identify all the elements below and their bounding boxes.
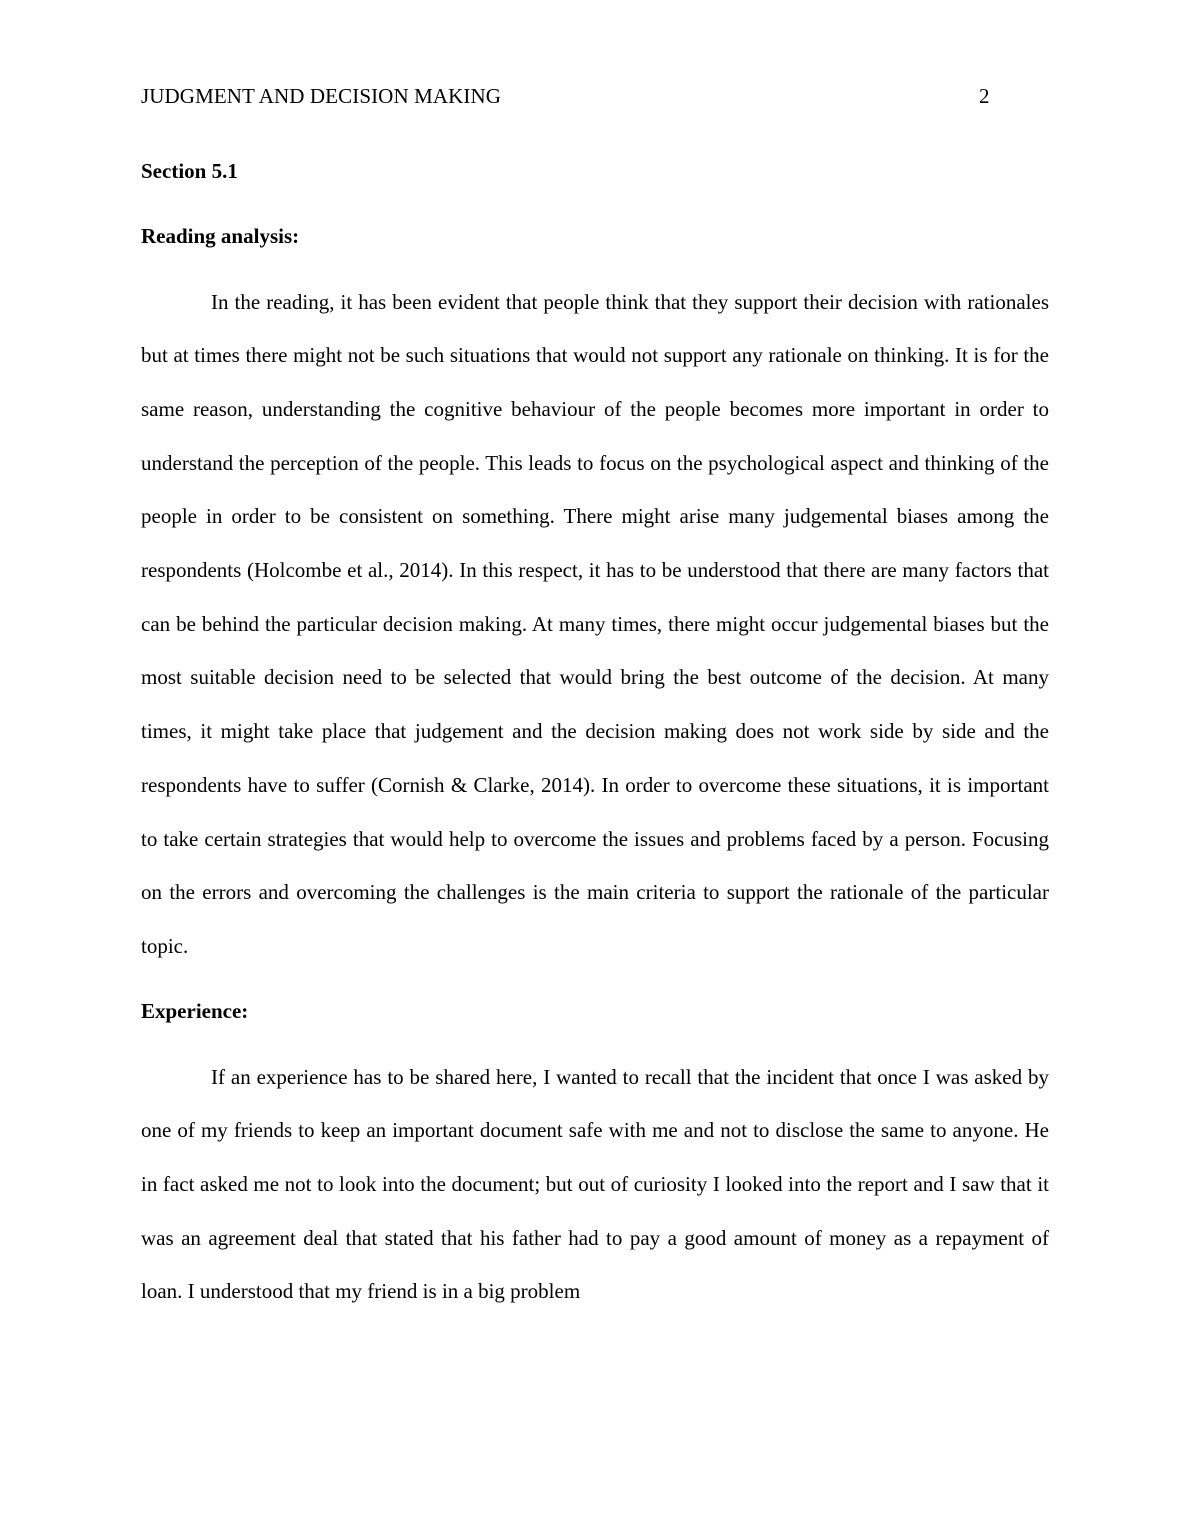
experience-paragraph: If an experience has to be shared here, I wanted to recall that the incident that once I was asked by one of my friends to keep an important document safe with me and not to disclose the same to anyone. He in fact asked me not to look into the document; but out of curiosity I looked into the report and I saw that it was an agreement deal that stated that his father had to pay a good amount of money as a repayment of loan. I understood that my friend is in a big problem xyxy=(141,1064,1049,1304)
document-body xyxy=(141,145,1049,1319)
section-title: Section 5.1 xyxy=(141,159,238,183)
reading-analysis-heading: Reading analysis: xyxy=(141,224,300,249)
experience-heading: Experience: xyxy=(141,999,249,1024)
page-number: 2 xyxy=(979,84,990,108)
reading-analysis-paragraph: In the reading, it has been evident that people think that they support their decision with rationales but at times there might not be such situations that would not support any rationale on thinking. It is for the same reason, understanding the cognitive behaviour of the people becomes more important in order to understand the perception of the people. This leads to focus on the psychological aspect and thinking of the people in order to be consistent on something. There might arise many judgemental biases among the respondents (Holcombe et al., 2014). In this respect, it has to be understood that there are many factors that can be behind the particular decision making. At many times, there might occur judgemental biases but the most suitable decision need to be selected that would bring the best outcome of the decision. At many times, it might take place that judgement and the decision making does not work side by side and the respondents have to suffer (Cornish & Clarke, 2014). In order to overcome these situations, it is important to take certain strategies that would help to overcome the issues and problems faced by a person. Focusing on the errors and overcoming the challenges is the main criteria to support the rationale of the particular topic. xyxy=(141,289,1049,958)
running-head: JUDGMENT AND DECISION MAKING xyxy=(141,84,501,108)
